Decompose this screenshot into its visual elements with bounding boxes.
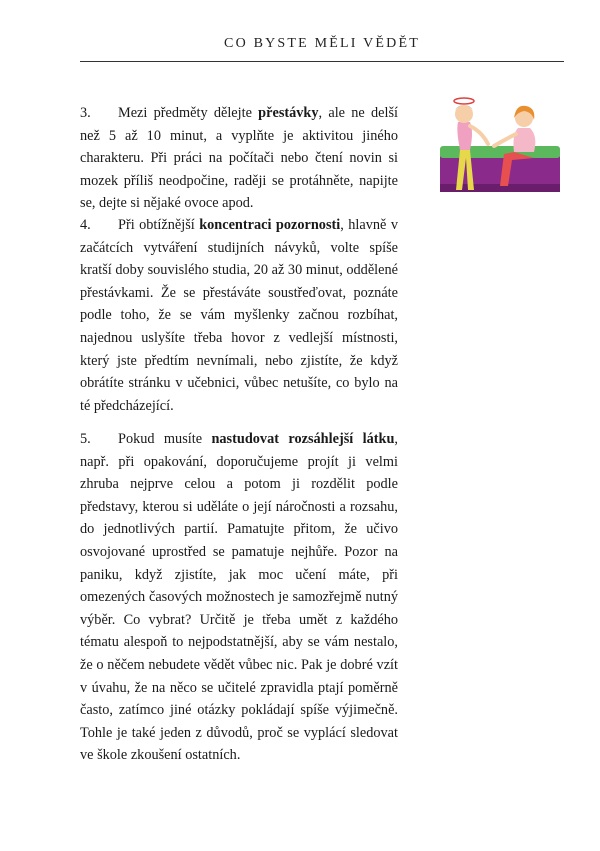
student-head <box>455 105 473 123</box>
paragraph-keyword: přestávky <box>258 105 319 121</box>
paragraph-number: 3. <box>80 105 91 121</box>
resting-students-illustration <box>434 92 564 202</box>
paragraph-number: 5. <box>80 431 91 447</box>
bench-seat <box>440 146 560 158</box>
paragraph-text-lead: Při obtížnější <box>118 217 200 233</box>
tip-paragraph-3 <box>80 102 398 215</box>
sitting-student-arm <box>494 134 516 146</box>
paragraph-text: , ale ne delší než 5 až 10 minut, a vyplňte je aktivitou jiného charakteru. Při práci na počítači nebo čtení novin si mozek příliš neodpočine, raději se protáhněte, napijte se, dejte si nějaké ovoce apod. <box>80 105 398 212</box>
paragraph-text: , např. při opakování, doporučujeme projít ji velmi zhruba nejprve celou a potom ji rozdělit podle představy, kterou si uděláte o její náročnosti a rozsahu, do jednotlivých partií. Pamatujte přitom, že učivo osvojované uprostřed se pamatuje nejhůře. Pozor na paniku, když zjistíte, jak moc učení máte, při omezených časových možnostech je samozřejmě nutný výběr. Co vybrat? Určitě je třeba umět z každého tématu alespoň to nejpodstatnější, aby se vám nestalo, že o něčem nebudete vědět vůbec nic. Pak je dobré vzít v úvahu, že na něco se učitelé zpravidla ptají poměrně často, zatímco jiné otázky pokládají spíše výjimečně. Tohle je také jeden z důvodů, proč se vyplácí sledovat ve škole zkoušení ostatních. <box>80 431 398 764</box>
page-header: CO BYSTE MĚLI VĚDĚT <box>224 36 420 51</box>
paragraph-text-lead: Mezi předměty dělejte <box>118 105 259 121</box>
paragraph-text-lead: Pokud musíte <box>118 431 212 447</box>
header-rule <box>80 61 564 62</box>
tip-paragraph-5 <box>80 428 398 767</box>
paragraph-number: 4. <box>80 217 91 233</box>
paragraph-keyword: nastudovat rozsáhlejší látku <box>211 431 395 447</box>
sitting-student-shirt <box>514 128 536 152</box>
dizzy-icon <box>454 98 474 104</box>
student-arm <box>470 126 488 144</box>
tip-paragraph-4 <box>80 214 398 417</box>
paragraph-keyword: koncentraci pozornosti <box>199 217 341 233</box>
paragraph-text: , hlavně v začátcích vytváření studijních návyků, volte spíše kratší doby souvislého studia, 20 až 30 minut, oddělené přestávkami. Že se přestáváte soustřeďovat, poznáte podle toho, že se vám myšlenky začnou rozbíhat, najednou uslyšíte třeba hovor z vedlejší místnosti, který jste předtím nevnímali, nebo zjistíte, že když obrátíte stránku v učebnici, vůbec netušíte, co bylo na té předcházející. <box>80 217 398 414</box>
